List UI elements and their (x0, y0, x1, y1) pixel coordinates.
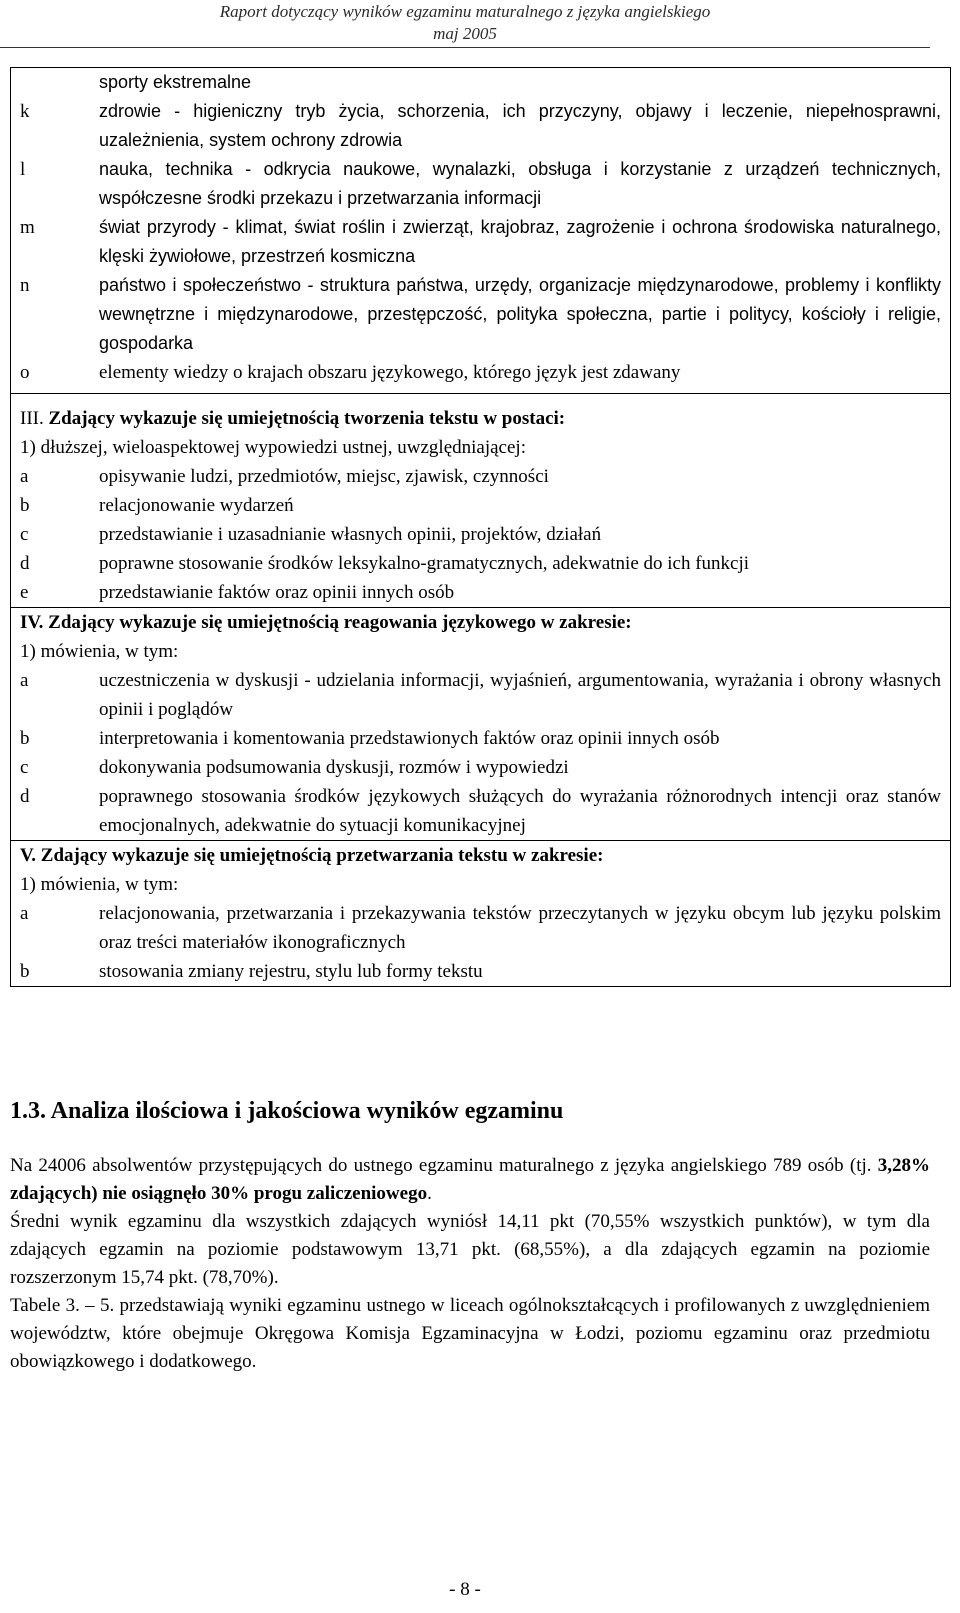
topic-row (11, 213, 950, 271)
item-text: poprawne stosowanie środków leksykalno-gramatycznych, adekwatnie do ich funkcji (99, 553, 750, 574)
topic-continuation: sporty ekstremalne (99, 72, 252, 92)
topic-row (11, 271, 950, 358)
highlight-text: 3,28% zdających) nie osiągnęło 30% progu zaliczeniowego (10, 1155, 930, 1204)
item-letter: a (20, 466, 29, 487)
section-iv-item (11, 782, 950, 840)
requirements-table (10, 67, 951, 987)
analysis-paragraph-3: Tabele 3. – 5. przedstawiają wyniki egzaminu ustnego w liceach ogólnokształcących i profilowanych z uwzględnieniem województw, które obejmuje Okręgowa Komisja Egzaminacyjna w Łodzi, poziomu egzaminu oraz przedmiotu obowiązkowego i dodatkowego. (10, 1295, 930, 1372)
item-text: relacjonowanie wydarzeń (99, 495, 294, 516)
item-letter: b (20, 961, 30, 982)
header-title: Raport dotyczący wyników egzaminu maturalnego z języka angielskiego (219, 2, 711, 21)
item-letter: e (20, 582, 29, 603)
topic-continuation-row (11, 68, 950, 97)
item-text: interpretowania i komentowania przedstawionych faktów oraz opinii innych osób (99, 728, 720, 749)
item-text: poprawnego stosowania środków językowych służących do wyrażania różnorodnych intencji oraz stanów emocjonalnych, adekwatnie do sytuacji komunikacyjnej (99, 786, 941, 836)
section-iv-heading (11, 608, 950, 637)
section-iii-subheading: 1) dłuższej, wieloaspektowej wypowiedzi ustnej, uwzględniającej: (20, 437, 526, 458)
section-iii-item (11, 578, 950, 607)
section-iv-numeral: IV. (20, 612, 44, 633)
item-letter: c (20, 757, 29, 778)
item-text: przedstawianie faktów oraz opinii innych osób (99, 582, 455, 603)
topics-band (11, 68, 950, 394)
section-iii-item (11, 462, 950, 491)
item-letter: b (20, 495, 30, 516)
topic-text: nauka, technika - odkrycia naukowe, wynalazki, obsługa i korzystanie z urządzeń technicznych, współczesne środki przekazu i przetwarzania informacji (99, 159, 941, 208)
item-text: przedstawianie i uzasadnianie własnych opinii, projektów, działań (99, 524, 602, 545)
item-text: stosowania zmiany rejestru, stylu lub formy tekstu (99, 961, 483, 982)
section-v-numeral: V. (20, 845, 37, 866)
page-header (0, 0, 960, 50)
topic-letter: n (20, 275, 30, 296)
item-text: opisywanie ludzi, przedmiotów, miejsc, zjawisk, czynności (99, 466, 549, 487)
section-iii (11, 394, 950, 608)
section-v-item (11, 899, 950, 957)
topic-letter: m (20, 217, 35, 238)
section-iv-item (11, 724, 950, 753)
analysis-body (10, 1152, 930, 1376)
header-date: maj 2005 (433, 24, 497, 43)
section-iii-item (11, 520, 950, 549)
page-number: - 8 - (449, 1579, 481, 1600)
topic-letter: o (20, 362, 30, 383)
topic-text: zdrowie - higieniczny tryb życia, schorzenia, ich przyczyny, objawy i leczenie, niepełnosprawni, uzależnienia, system ochrony zdrowia (99, 101, 941, 150)
section-iii-item (11, 491, 950, 520)
topic-letter: k (20, 101, 30, 122)
analysis-paragraph-1: Na 24006 absolwentów przystępujących do ustnego egzaminu maturalnego z języka angielskiego 789 osób (tj. 3,28% zdających) nie osiągnęło 30% progu zaliczeniowego. (10, 1155, 930, 1204)
section-iii-item (11, 549, 950, 578)
item-letter: a (20, 670, 29, 691)
topic-text: elementy wiedzy o krajach obszaru językowego, którego język jest zdawany (99, 362, 681, 383)
section-v-subheading: 1) mówienia, w tym: (20, 874, 179, 895)
section-iv-title: Zdający wykazuje się umiejętnością reagowania językowego w zakresie: (48, 612, 632, 633)
item-text: dokonywania podsumowania dyskusji, rozmów i wypowiedzi (99, 757, 569, 778)
header-rule (0, 47, 930, 48)
section-iii-heading (11, 404, 950, 433)
topic-row (11, 97, 950, 155)
topic-row (11, 358, 950, 393)
item-letter: c (20, 524, 29, 545)
item-text: uczestniczenia w dyskusji - udzielania informacji, wyjaśnień, argumentowania, wyrażania i obrony własnych opinii i poglądów (99, 670, 941, 720)
topic-letter: l (20, 159, 26, 180)
section-iv-subheading: 1) mówienia, w tym: (20, 641, 179, 662)
item-letter: a (20, 903, 29, 924)
section-iv (11, 608, 950, 841)
topic-text: państwo i społeczeństwo - struktura państwa, urzędy, organizacje międzynarodowe, problemy i konflikty wewnętrzne i międzynarodowe, przestępczość, polityka społeczna, partie i politycy, kościoły i religie, gospodarka (99, 275, 941, 353)
section-iv-item (11, 753, 950, 782)
analysis-heading: 1.3. Analiza ilościowa i jakościowa wyników egzaminu (10, 1098, 564, 1124)
section-v (11, 841, 950, 986)
topic-text: świat przyrody - klimat, świat roślin i zwierząt, krajobraz, zagrożenie i ochrona środowiska naturalnego, klęski żywiołowe, przestrzeń kosmiczna (99, 217, 941, 266)
section-iii-title: Zdający wykazuje się umiejętnością tworzenia tekstu w postaci: (48, 408, 566, 429)
section-v-title: Zdający wykazuje się umiejętnością przetwarzania tekstu w zakresie: (40, 845, 604, 866)
item-letter: d (20, 786, 30, 807)
item-letter: b (20, 728, 30, 749)
section-iii-numeral: III. (20, 408, 44, 429)
item-letter: d (20, 553, 30, 574)
analysis-paragraph-2: Średni wynik egzaminu dla wszystkich zdających wyniósł 14,11 pkt (70,55% wszystkich punktów), w tym dla zdających egzamin na poziomie podstawowym 13,71 pkt. (68,55%), a dla zdających egzamin na poziomie rozszerzonym 15,74 pkt. (78,70%). (10, 1211, 930, 1288)
section-v-heading (11, 841, 950, 870)
topic-row (11, 155, 950, 213)
item-text: relacjonowania, przetwarzania i przekazywania tekstów przeczytanych w języku obcym lub języku polskim oraz treści materiałów ikonograficznych (99, 903, 941, 953)
section-v-item (11, 957, 950, 986)
section-iv-item (11, 666, 950, 724)
